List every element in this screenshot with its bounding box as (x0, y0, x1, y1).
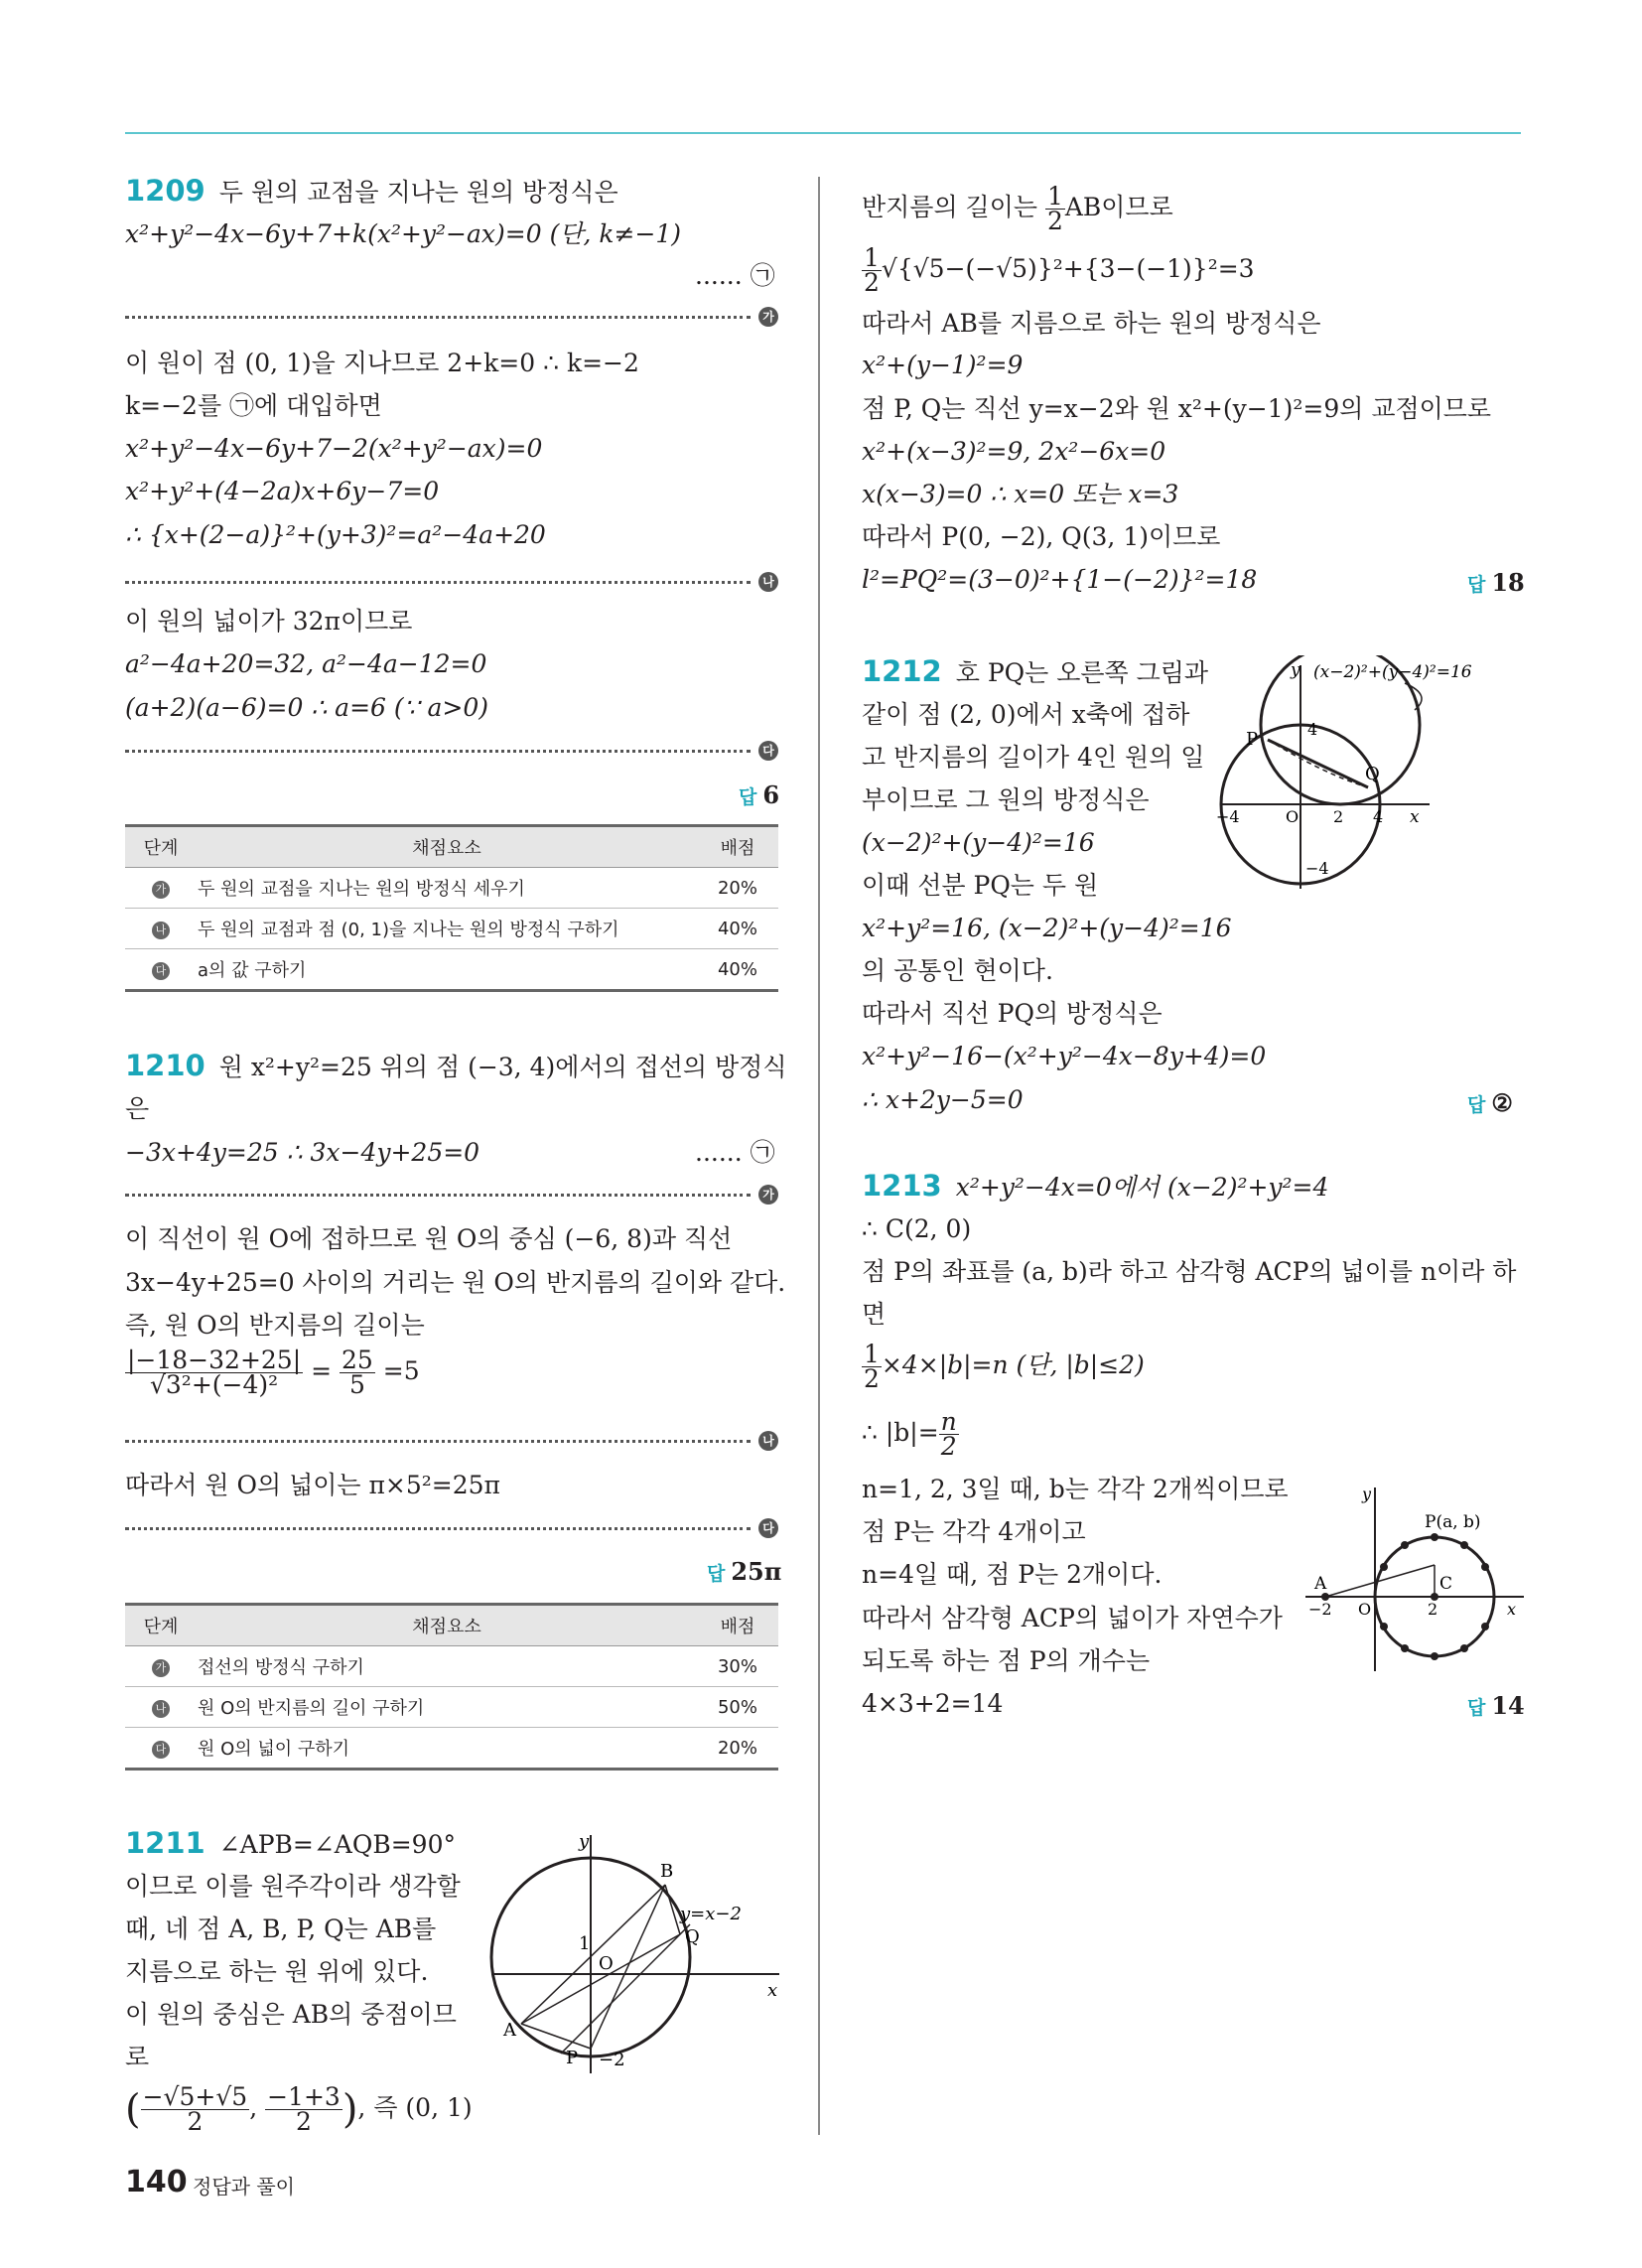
problem-number: 1211 (125, 1826, 205, 1860)
step-mark: 나 (758, 572, 778, 592)
problem-1212-line-5: (x−2)²+(y−4)²=16 (862, 828, 1095, 857)
table-row: 나 원 O의 반지름의 길이 구하기 50% (125, 1687, 778, 1728)
problem-number: 1212 (862, 654, 942, 688)
problem-number: 1209 (125, 174, 205, 208)
problem-1211-line-2: 이므로 이를 원주각이라 생각할 (125, 1872, 461, 1901)
problem-1213-line-12: 4×3+2=14 (862, 1689, 1004, 1718)
distance-fraction: $\frac{|-18-32+25|}{\text{√3²+(−4)²}}$ = $\frac{25}{5}$ =5 (127, 1346, 420, 1399)
dotted-separator (125, 1440, 751, 1443)
table-row: 다 a의 값 구하기 40% (125, 949, 778, 991)
right-line-5: 점 P, Q는 직선 y=x−2와 원 x²+(y−1)²=9의 교점이므로 (862, 394, 1492, 423)
right-line-6: x²+(x−3)²=9, 2x²−6x=0 (862, 437, 1166, 466)
step-mark: 가 (758, 1185, 778, 1205)
problem-1212-line-7: x²+y²=16, (x−2)²+(y−4)²=16 (862, 914, 1232, 942)
answer-1211: 답 18 (1467, 568, 1525, 597)
fig-label: −4 (1216, 807, 1240, 826)
fig-label: 4 (1307, 720, 1318, 739)
problem-1211-line-5: 이 원의 중심은 AB의 중점이므 (125, 2000, 457, 2029)
right-line-8: 따라서 P(0, −2), Q(3, 1)이므로 (862, 522, 1221, 551)
step-mark: 가 (758, 307, 778, 327)
problem-1213-line-3: 점 P의 좌표를 (a, b)라 하고 삼각형 ACP의 넓이를 n이라 하 (862, 1257, 1517, 1286)
answer-1210: 답 25π (707, 1557, 782, 1586)
fig-label: −4 (1305, 859, 1329, 878)
fig-label: 4 (1373, 807, 1384, 826)
page-section-label: 정답과 풀이 (193, 2175, 295, 2198)
fig-label: y=x−2 (680, 1904, 742, 1924)
step-mark: 나 (758, 1431, 778, 1451)
problem-1209-line-7: x²+y²+(4−2a)x+6y−7=0 (125, 477, 440, 505)
fig-label: 2 (1333, 807, 1344, 826)
header-rule (125, 132, 1521, 134)
page-number: 140 (125, 2165, 188, 2199)
fig-label: y (579, 1831, 590, 1852)
problem-1211-line-3: 때, 네 점 A, B, P, Q는 AB를 (125, 1914, 437, 1943)
problem-1209-line-10: a²−4a+20=32, a²−4a−12=0 (125, 649, 487, 678)
fig-label: O (1286, 807, 1300, 826)
fig-label: x (1410, 807, 1420, 827)
table-row: 다 원 O의 넓이 구하기 20% (125, 1728, 778, 1770)
fig-label: −2 (1308, 1600, 1332, 1619)
problem-1213-line-10: 따라서 삼각형 ACP의 넓이가 자연수가 (862, 1604, 1283, 1632)
problem-1212-line-9: 따라서 직선 PQ의 방정식은 (862, 999, 1163, 1028)
problem-1209-line-8: ∴ {x+(2−a)}²+(y+3)²=a²−4a+20 (125, 520, 546, 549)
column-divider (818, 177, 820, 2135)
dotted-separator (125, 1527, 751, 1530)
dotted-separator (125, 750, 751, 753)
scoring-table-1210: 단계 채점요소 배점 가 접선의 방정식 구하기 30% 나 원 O의 반지름의 길이 구하기 50% 다 원 O의 넓이 구하기 20% (125, 1603, 778, 1771)
right-line-9: l²=PQ²=(3−0)²+{1−(−2)}²=18 (862, 565, 1258, 594)
problem-1212-line-1: 1212 호 PQ는 오른쪽 그림과 (862, 654, 1209, 688)
problem-1213-line-4: 면 (862, 1300, 887, 1329)
figure-1212 (1216, 655, 1529, 899)
problem-1210-line-3: −3x+4y=25 ∴ 3x−4y+25=0 (125, 1138, 480, 1167)
fig-label: P (1246, 729, 1259, 750)
problem-1212-line-4: 부이므로 그 원의 방정식은 (862, 785, 1150, 814)
problem-1210-line-4: 이 직선이 원 O에 접하므로 원 O의 중심 (−6, 8)과 직선 (125, 1224, 733, 1253)
equation-tag: ...... ㉠ (695, 261, 775, 290)
right-line-3: 따라서 AB를 지름으로 하는 원의 방정식은 (862, 309, 1321, 338)
problem-1211-line-7: ( $\frac{-√5+√5}{2}$ , $\frac{-1+3}{2}$ ), 즉 (0, 1) (125, 2082, 473, 2136)
right-line-7: x(x−3)=0 ∴ x=0 또는 x=3 (862, 480, 1179, 508)
fig-label: (x−2)²+(y−4)²=16 (1313, 662, 1472, 682)
fig-label: x (1507, 1600, 1517, 1619)
problem-1212-line-2: 같이 점 (2, 0)에서 x축에 접하 (862, 700, 1190, 729)
fig-label: B (660, 1861, 674, 1882)
answer-1212: 답 ② (1467, 1088, 1513, 1117)
problem-1213-line-9: n=4일 때, 점 P는 2개이다. (862, 1560, 1163, 1589)
scoring-table-1209: 단계 채점요소 배점 가 두 원의 교점을 지나는 원의 방정식 세우기 20% 나 두 원의 교점과 점 (0, 1)을 지나는 원의 방정식 구하기 40% 다 a의 값 구하기 40% (125, 824, 778, 992)
step-mark: 다 (758, 741, 778, 761)
fig-label: Q (685, 1926, 700, 1947)
problem-1212-line-3: 고 반지름의 길이가 4인 원의 일 (862, 743, 1205, 772)
problem-1211-line-6: 로 (125, 2043, 150, 2071)
problem-1212-line-8: 의 공통인 현이다. (862, 956, 1053, 985)
problem-1210-line-1: 1210 원 x²+y²=25 위의 점 (−3, 4)에서의 접선의 방정식 (125, 1049, 787, 1082)
problem-1209-line-9: 이 원의 넓이가 32π이므로 (125, 607, 413, 636)
problem-1213-line-7: n=1, 2, 3일 때, b는 각각 2개씩이므로 (862, 1475, 1289, 1503)
problem-1209-line-5: k=−2를 ㉠에 대입하면 (125, 391, 382, 420)
figure-1213 (1300, 1478, 1529, 1676)
problem-1209-line-4: 이 원이 점 (0, 1)을 지나므로 2+k=0 ∴ k=−2 (125, 349, 639, 377)
problem-1212-line-11: ∴ x+2y−5=0 (862, 1085, 1024, 1114)
fig-label: C (1439, 1574, 1453, 1594)
problem-1213-line-6: ∴ |b|= $\frac{n}{2}$ (862, 1407, 957, 1461)
problem-1210-line-5: 3x−4y+25=0 사이의 거리는 원 O의 반지름의 길이와 같다. (125, 1268, 786, 1297)
right-line-4: x²+(y−1)²=9 (862, 351, 1024, 379)
problem-1213-line-8: 점 P는 각각 4개이고 (862, 1517, 1086, 1546)
fig-label: O (599, 1953, 614, 1974)
problem-1211-line-4: 지름으로 하는 원 위에 있다. (125, 1957, 429, 1986)
step-mark: 다 (758, 1518, 778, 1538)
answer-1213: 답 14 (1467, 1691, 1525, 1720)
dotted-separator (125, 581, 751, 584)
right-line-1: 반지름의 길이는 $\frac{1}{2}$ AB이므로 (862, 182, 1173, 235)
problem-1213-line-1: 1213 x²+y²−4x=0에서 (x−2)²+y²=4 (862, 1169, 1329, 1203)
fig-label: x (767, 1980, 778, 2001)
problem-1212-line-10: x²+y²−16−(x²+y²−4x−8y+4)=0 (862, 1042, 1267, 1070)
dotted-separator (125, 1194, 751, 1197)
fig-label: P (566, 2048, 579, 2068)
figure-1211 (481, 1825, 789, 2083)
answer-1209: 답 6 (739, 780, 780, 809)
problem-1210-line-7: 따라서 원 O의 넓이는 π×5²=25π (125, 1471, 500, 1499)
fig-label: 2 (1428, 1600, 1438, 1619)
fig-label: −2 (599, 2050, 625, 2070)
problem-1212-line-6: 이때 선분 PQ는 두 원 (862, 871, 1099, 900)
problem-1210-line-6: 즉, 원 O의 반지름의 길이는 (125, 1311, 425, 1340)
equation-tag: ...... ㉠ (695, 1138, 775, 1167)
table-row: 가 두 원의 교점을 지나는 원의 방정식 세우기 20% (125, 868, 778, 909)
fig-label: A (1314, 1574, 1327, 1594)
problem-1209-line-2: x²+y²−4x−6y+7+k(x²+y²−ax)=0 (단, k≠−1) (125, 219, 682, 248)
problem-number: 1210 (125, 1049, 205, 1082)
problem-1213-line-11: 되도록 하는 점 P의 개수는 (862, 1646, 1151, 1675)
problem-number: 1213 (862, 1169, 942, 1203)
problem-1209-line-6: x²+y²−4x−6y+7−2(x²+y²−ax)=0 (125, 434, 543, 463)
fig-label: Q (1365, 764, 1380, 784)
fig-label: y (1362, 1485, 1372, 1503)
problem-1211-line-1: 1211 ∠APB=∠AQB=90° (125, 1826, 456, 1860)
dotted-separator (125, 316, 751, 319)
problem-1213-line-2: ∴ C(2, 0) (862, 1214, 972, 1243)
fig-label: y (1291, 660, 1300, 680)
problem-1209-line-11: (a+2)(a−6)=0 ∴ a=6 (∵ a>0) (125, 693, 489, 722)
fig-label: A (503, 2020, 516, 2041)
fig-label: 1 (579, 1933, 591, 1954)
problem-1210-line-2: 은 (125, 1094, 150, 1123)
problem-1213-line-5: $\frac{1}{2}$ ×4×|b|=n (단, |b|≤2) (864, 1340, 1145, 1393)
fig-label: P(a, b) (1425, 1512, 1481, 1532)
problem-1209-line-1: 1209 두 원의 교점을 지나는 원의 방정식은 (125, 174, 618, 208)
right-line-2: $\frac{1}{2}$ √{√5−(−√5)}²+{3−(−1)}²=3 (864, 243, 1255, 297)
table-row: 나 두 원의 교점과 점 (0, 1)을 지나는 원의 방정식 구하기 40% (125, 909, 778, 949)
fig-label: O (1358, 1600, 1372, 1619)
table-row: 가 접선의 방정식 구하기 30% (125, 1646, 778, 1687)
